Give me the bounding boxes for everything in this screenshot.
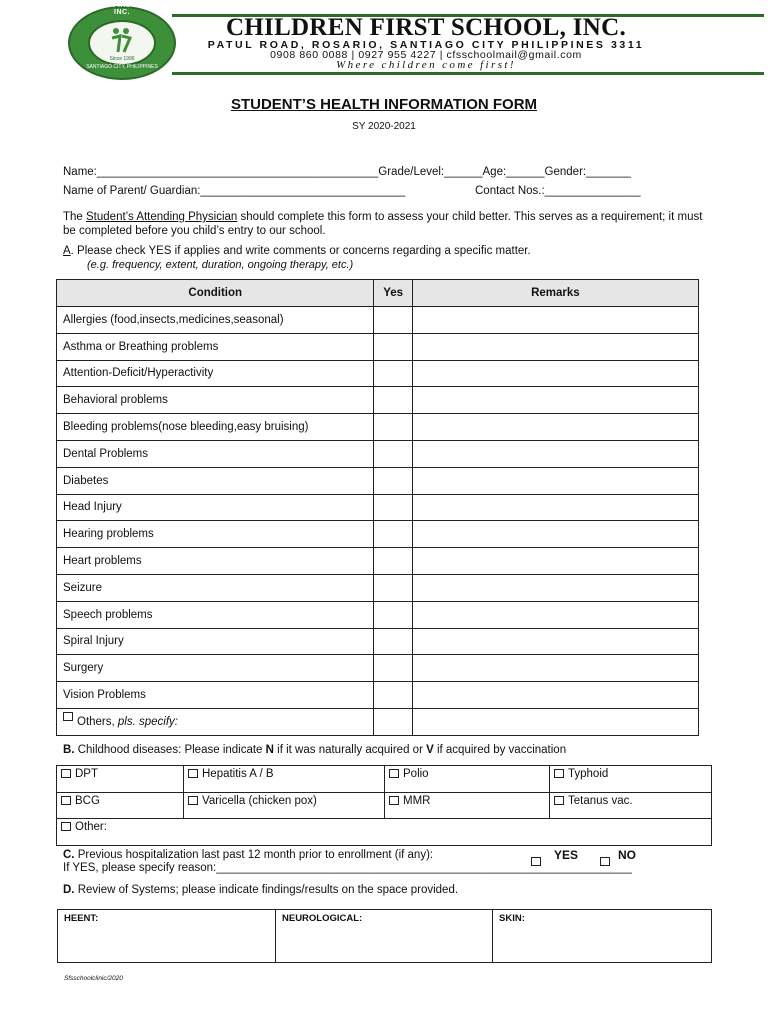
yes-cell[interactable] — [374, 307, 412, 334]
remarks-cell[interactable] — [412, 387, 698, 414]
condition-label: Spiral Injury — [57, 628, 374, 655]
yes-cell[interactable] — [374, 655, 412, 682]
yes-cell[interactable] — [374, 494, 412, 521]
neurological-cell[interactable]: NEUROLOGICAL: — [276, 910, 493, 963]
disease-varicella[interactable]: Varicella (chicken pox) — [184, 792, 385, 819]
no-label: NO — [618, 848, 636, 862]
remarks-cell[interactable] — [412, 708, 698, 735]
skin-cell[interactable]: SKIN: — [493, 910, 712, 963]
condition-label: Seizure — [57, 574, 374, 601]
hepatitis-checkbox[interactable] — [188, 769, 198, 778]
condition-label: Surgery — [57, 655, 374, 682]
varicella-checkbox[interactable] — [188, 796, 198, 805]
yes-cell[interactable] — [374, 708, 412, 735]
others-cell: Others, pls. specify: — [57, 708, 374, 735]
col-condition: Condition — [57, 280, 374, 307]
table-row — [57, 307, 699, 334]
yes-cell[interactable] — [374, 601, 412, 628]
yes-cell[interactable] — [374, 414, 412, 441]
remarks-cell[interactable] — [412, 414, 698, 441]
table-row — [57, 655, 699, 682]
dpt-checkbox[interactable] — [61, 769, 71, 778]
remarks-cell[interactable] — [412, 521, 698, 548]
condition-label: Attention-Deficit/Hyperactivity — [57, 360, 374, 387]
conditions-table — [56, 279, 699, 736]
logo-place: SANTIAGO CITY, PHILIPPINES — [86, 64, 158, 70]
remarks-cell[interactable] — [412, 655, 698, 682]
disease-typhoid[interactable]: Typhoid — [550, 766, 712, 793]
bcg-checkbox[interactable] — [61, 796, 71, 805]
remarks-cell[interactable] — [412, 574, 698, 601]
table-row — [57, 494, 699, 521]
yes-cell[interactable] — [374, 521, 412, 548]
disease-bcg[interactable]: BCG — [57, 792, 184, 819]
condition-label: Behavioral problems — [57, 387, 374, 414]
tetanus-checkbox[interactable] — [554, 796, 564, 805]
yes-label: YES — [554, 848, 579, 862]
condition-label: Allergies (food,insects,medicines,seasonal) — [57, 307, 374, 334]
mmr-checkbox[interactable] — [389, 796, 399, 805]
logo-ring-text: CHILDREN FIRST SCHOOL, INC. — [70, 2, 174, 16]
condition-label: Bleeding problems(nose bleeding,easy bruising) — [57, 414, 374, 441]
form-title: STUDENT’S HEALTH INFORMATION FORM — [230, 96, 538, 113]
table-row — [57, 628, 699, 655]
school-year: SY 2020-2021 — [352, 121, 416, 132]
systems-table — [57, 909, 712, 963]
col-remarks: Remarks — [412, 280, 698, 307]
condition-label: Heart problems — [57, 548, 374, 575]
remarks-cell[interactable] — [412, 467, 698, 494]
student-info-line[interactable]: Name:____________________________________________Grade/Level:______Age:______Gender:_______ — [63, 166, 631, 178]
condition-label: Head Injury — [57, 494, 374, 521]
disease-other[interactable]: Other: — [57, 819, 712, 846]
table-row — [57, 440, 699, 467]
polio-checkbox[interactable] — [389, 769, 399, 778]
table-row — [57, 387, 699, 414]
yes-cell[interactable] — [374, 333, 412, 360]
remarks-cell[interactable] — [412, 682, 698, 709]
other-checkbox[interactable] — [61, 822, 71, 831]
contact-line[interactable]: Contact Nos.:_______________ — [475, 185, 641, 197]
parent-name-line[interactable]: Name of Parent/ Guardian:________________________________ — [63, 185, 406, 197]
condition-label: Hearing problems — [57, 521, 374, 548]
section-c-question: C. Previous hospitalization last past 12 month prior to enrollment (if any): — [63, 849, 434, 861]
condition-label: Asthma or Breathing problems — [57, 333, 374, 360]
remarks-cell[interactable] — [412, 360, 698, 387]
reason-line[interactable]: If YES, please specify reason:_________________________________________________________________ — [63, 862, 632, 874]
yes-cell[interactable] — [374, 387, 412, 414]
disease-mmr[interactable]: MMR — [385, 792, 550, 819]
remarks-cell[interactable] — [412, 307, 698, 334]
table-row — [57, 360, 699, 387]
yes-cell[interactable] — [374, 682, 412, 709]
condition-label: Speech problems — [57, 601, 374, 628]
header-rule-bottom — [172, 72, 764, 75]
condition-label: Dental Problems — [57, 440, 374, 467]
table-row — [57, 682, 699, 709]
disease-dpt[interactable]: DPT — [57, 766, 184, 793]
table-row — [57, 601, 699, 628]
yes-cell[interactable] — [374, 440, 412, 467]
disease-tetanus[interactable]: Tetanus vac. — [550, 792, 712, 819]
table-row — [57, 521, 699, 548]
school-contact: 0908 860 0088 | 0927 955 4227 | cfsschoolmail@gmail.com — [270, 49, 582, 61]
table-row — [57, 467, 699, 494]
yes-cell[interactable] — [374, 360, 412, 387]
disease-polio[interactable]: Polio — [385, 766, 550, 793]
physician-link: Student’s Attending Physician — [86, 211, 238, 223]
footer-code: Sfsschoolclinic/2020 — [64, 975, 123, 982]
table-row — [57, 414, 699, 441]
heent-cell[interactable]: HEENT: — [58, 910, 276, 963]
remarks-cell[interactable] — [412, 494, 698, 521]
yes-cell[interactable] — [374, 548, 412, 575]
section-d-instruction: D. Review of Systems; please indicate findings/results on the space provided. — [63, 884, 459, 896]
table-row — [57, 333, 699, 360]
intro-paragraph: The Student’s Attending Physician should complete this form to assess your child better. This serves as a requirement; it must be completed before you child’s entry to our school. — [63, 211, 703, 237]
table-row — [57, 708, 699, 735]
school-address: PATUL ROAD, ROSARIO, SANTIAGO CITY PHILIPPINES 3311 — [207, 39, 645, 51]
yes-cell[interactable] — [374, 467, 412, 494]
remarks-cell[interactable] — [412, 628, 698, 655]
condition-label: Diabetes — [57, 467, 374, 494]
school-name: CHILDREN FIRST SCHOOL, INC. — [225, 14, 627, 41]
others-checkbox[interactable] — [63, 712, 73, 721]
yes-cell[interactable] — [374, 628, 412, 655]
diseases-table — [56, 765, 712, 846]
yes-cell[interactable] — [374, 574, 412, 601]
table-row — [57, 548, 699, 575]
remarks-cell[interactable] — [412, 548, 698, 575]
logo-since: Since 1996 — [109, 56, 135, 62]
condition-label: Vision Problems — [57, 682, 374, 709]
typhoid-checkbox[interactable] — [554, 769, 564, 778]
remarks-cell[interactable] — [412, 440, 698, 467]
section-b-instruction: B. Childhood diseases: Please indicate N if it was naturally acquired or V if acquired by vaccination — [63, 744, 567, 756]
table-row — [57, 574, 699, 601]
section-a-instruction: A. Please check YES if applies and write comments or concerns regarding a specific matter. — [63, 245, 531, 257]
school-tagline: Where children come first! — [336, 59, 516, 71]
logo-children-icon — [110, 26, 132, 54]
remarks-cell[interactable] — [412, 601, 698, 628]
section-a-example: (e.g. frequency, extent, duration, ongoing therapy, etc.) — [87, 259, 354, 271]
col-yes: Yes — [374, 280, 412, 307]
disease-hepatitis[interactable]: Hepatitis A / B — [184, 766, 385, 793]
remarks-cell[interactable] — [412, 333, 698, 360]
